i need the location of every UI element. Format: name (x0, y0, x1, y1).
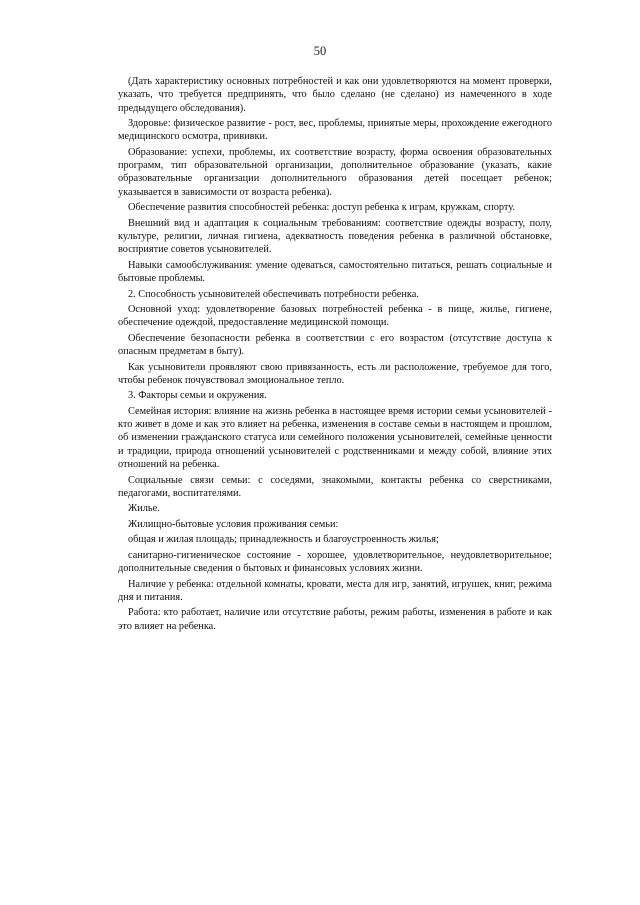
paragraph-sanitary-state: санитарно-гигиеническое состояние - хорошее, удовлетворительное, неудовлетворительное; дополнительные сведения о бытовых и финансовых условиях жизни. (118, 549, 552, 575)
paragraph-family-history: Семейная история: влияние на жизнь ребенка в настоящее время истории семьи усыновителей - кто живет в доме и как это влияет на ребенка, изменения в составе семьи в настоящем и прошлом, об изменении гражданского статуса или семейного положения усыновителей, семейные ценности и традиции, природа отношений усыновителей с родственниками и между собой, влияние этих отношений на ребенка. (118, 405, 552, 471)
paragraph-education: Образование: успехи, проблемы, их соответствие возрасту, форма освоения образовательных программ, тип образовательной организации, дополнительное образование (указать, какие образовательные организации дополнительного образования детей посещает ребенок; указывается в зависимости от возраста ребенка). (118, 146, 552, 198)
paragraph-intro-note: (Дать характеристику основных потребностей и как они удовлетворяются на момент проверки, указать, что требуется предпринять, что было сделано (не сделано) из намеченного в ходе предыдущего обследования). (118, 76, 552, 114)
paragraph-living-conditions: Жилищно-бытовые условия проживания семьи: (128, 518, 339, 530)
paragraph-appearance: Внешний вид и адаптация к социальным требованиям: соответствие одежды возрасту, полу, культуре, религии, личная гигиена, адекватность поведения ребенка в различной обстановке, восприятие советов усыновителей. (118, 217, 552, 256)
section-heading-2: 2. Способность усыновителей обеспечивать потребности ребенка. (128, 288, 419, 300)
paragraph-housing: Жилье. (128, 503, 160, 515)
paragraph-attachment: Как усыновители проявляют свою привязанность, есть ли расположение, требуемое для того, чтобы ребенок почувствовал эмоциональное тепло. (118, 361, 552, 386)
section-heading-3: 3. Факторы семьи и окружения. (128, 390, 267, 402)
paragraph-child-resources: Наличие у ребенка: отдельной комнаты, кровати, места для игр, занятий, игрушек, книг, режима дня и питания. (118, 578, 552, 603)
paragraph-living-area: общая и жилая площадь; принадлежность и благоустроенность жилья; (128, 534, 439, 546)
paragraph-work: Работа: кто работает, наличие или отсутствие работы, режим работы, изменения в работе и как это влияет на ребенка. (118, 607, 552, 632)
page-number: 50 (313, 44, 327, 58)
paragraph-abilities: Обеспечение развития способностей ребенка: доступ ребенка к играм, кружкам, спорту. (128, 202, 515, 214)
paragraph-basic-care: Основной уход: удовлетворение базовых потребностей ребенка - в пище, жилье, гигиене, обеспечение одеждой, предоставление медицинской помощи. (118, 304, 552, 329)
paragraph-self-care: Навыки самообслуживания: умение одеваться, самостоятельно питаться, решать социальные и бытовые проблемы. (118, 259, 552, 285)
paragraph-health: Здоровье: физическое развитие - рост, вес, проблемы, принятые меры, прохождение ежегодного медицинского осмотра, прививки. (118, 118, 552, 143)
paragraph-social-ties: Социальные связи семьи: с соседями, знакомыми, контакты ребенка со сверстниками, педагогами, воспитателями. (118, 474, 552, 499)
document-body (118, 75, 552, 635)
paragraph-safety: Обеспечение безопасности ребенка в соответствии с его возрастом (отсутствие доступа к опасным предметам в быту). (118, 332, 552, 358)
